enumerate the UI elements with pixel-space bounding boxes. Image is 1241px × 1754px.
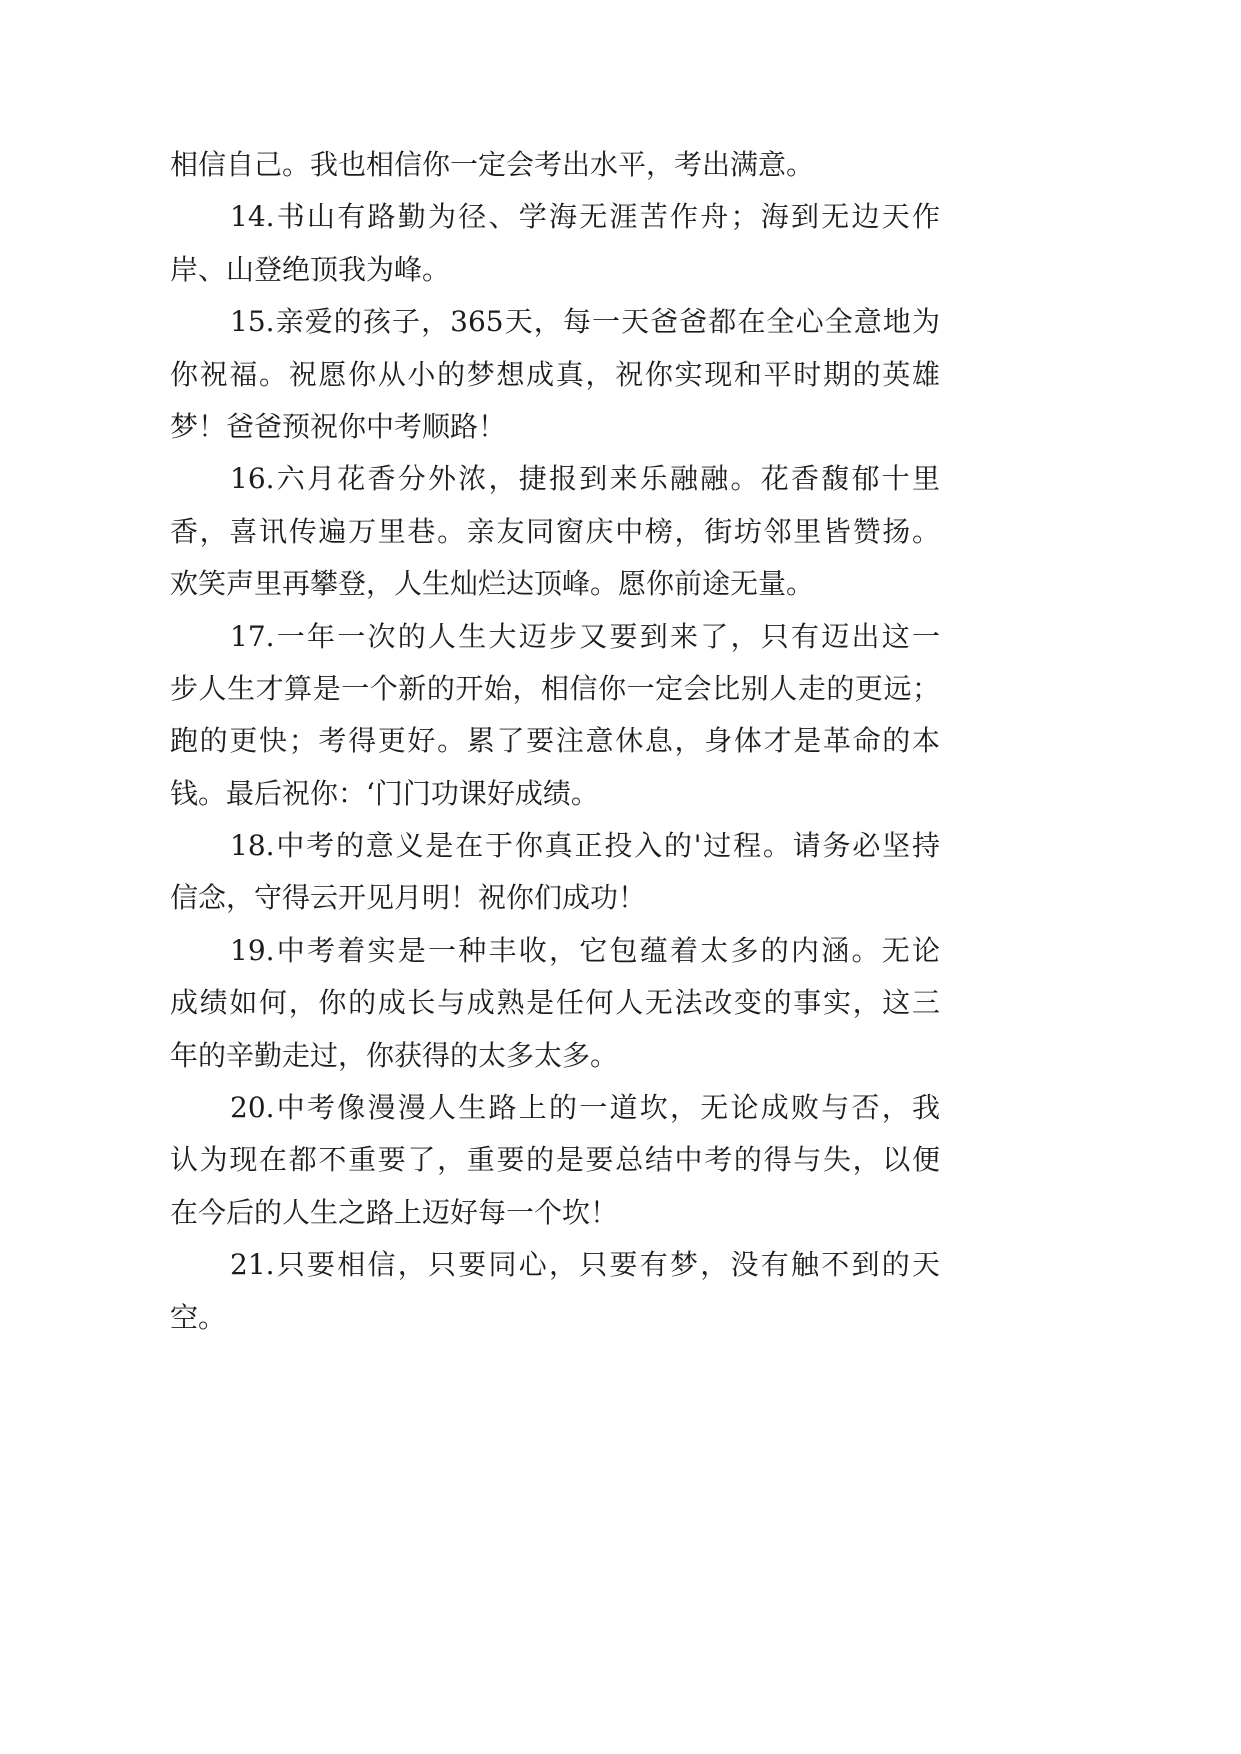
text-line: 成绩如何，你的成长与成熟是任何人无法改变的事实，这三 bbox=[170, 986, 940, 1020]
text-line: 钱。最后祝你：‘门门功课好成绩。 bbox=[170, 776, 599, 810]
text-line: 年的辛勤走过，你获得的太多太多。 bbox=[170, 1038, 619, 1072]
text-line: 20.中考像漫漫人生路上的一道坎，无论成败与否，我 bbox=[230, 1091, 940, 1125]
text-line: 认为现在都不重要了，重要的是要总结中考的得与失，以便 bbox=[170, 1143, 940, 1177]
text-line: 跑的更快；考得更好。累了要注意休息，身体才是革命的本 bbox=[170, 724, 940, 758]
text-line: 香，喜讯传遍万里巷。亲友同窗庆中榜，街坊邻里皆赞扬。 bbox=[170, 514, 940, 548]
text-line: 14.书山有路勤为径、学海无涯苦作舟；海到无边天作 bbox=[230, 200, 940, 234]
paragraph-20 bbox=[170, 1082, 940, 1239]
text-line: 信念，守得云开见月明！祝你们成功！ bbox=[170, 881, 647, 915]
document-body bbox=[170, 139, 940, 1344]
text-line: 步人生才算是一个新的开始，相信你一定会比别人走的更远； bbox=[170, 671, 940, 705]
paragraph-15 bbox=[170, 296, 940, 453]
text-line: 相信自己。我也相信你一定会考出水平，考出满意。 bbox=[170, 148, 815, 181]
text-line: 你祝福。祝愿你从小的梦想成真，祝你实现和平时期的英雄 bbox=[170, 357, 940, 391]
text-line: 21.只要相信，只要同心，只要有梦，没有触不到的天 bbox=[230, 1248, 940, 1282]
text-line: 15.亲爱的孩子，365天，每一天爸爸都在全心全意地为 bbox=[230, 305, 940, 339]
text-line: 在今后的人生之路上迈好每一个坎！ bbox=[170, 1195, 619, 1229]
paragraph-continuation bbox=[170, 139, 940, 191]
text-line: 欢笑声里再攀登，人生灿烂达顶峰。愿你前途无量。 bbox=[170, 567, 815, 601]
text-line: 16.六月花香分外浓，捷报到来乐融融。花香馥郁十里 bbox=[230, 462, 940, 496]
text-line: 17.一年一次的人生大迈步又要到来了，只有迈出这一 bbox=[230, 619, 940, 653]
paragraph-16 bbox=[170, 453, 940, 610]
text-line: 梦！爸爸预祝你中考顺路！ bbox=[170, 409, 507, 443]
paragraph-19 bbox=[170, 925, 940, 1082]
paragraph-18 bbox=[170, 820, 940, 925]
paragraph-21 bbox=[170, 1239, 940, 1344]
text-line: 空。 bbox=[170, 1300, 227, 1334]
paragraph-14 bbox=[170, 191, 940, 296]
text-line: 19.中考着实是一种丰收，它包蕴着太多的内涵。无论 bbox=[230, 933, 940, 967]
text-line: 岸、山登绝顶我为峰。 bbox=[170, 252, 451, 286]
text-line: 18.中考的意义是在于你真正投入的'过程。请务必坚持 bbox=[230, 829, 940, 863]
paragraph-17 bbox=[170, 611, 940, 821]
